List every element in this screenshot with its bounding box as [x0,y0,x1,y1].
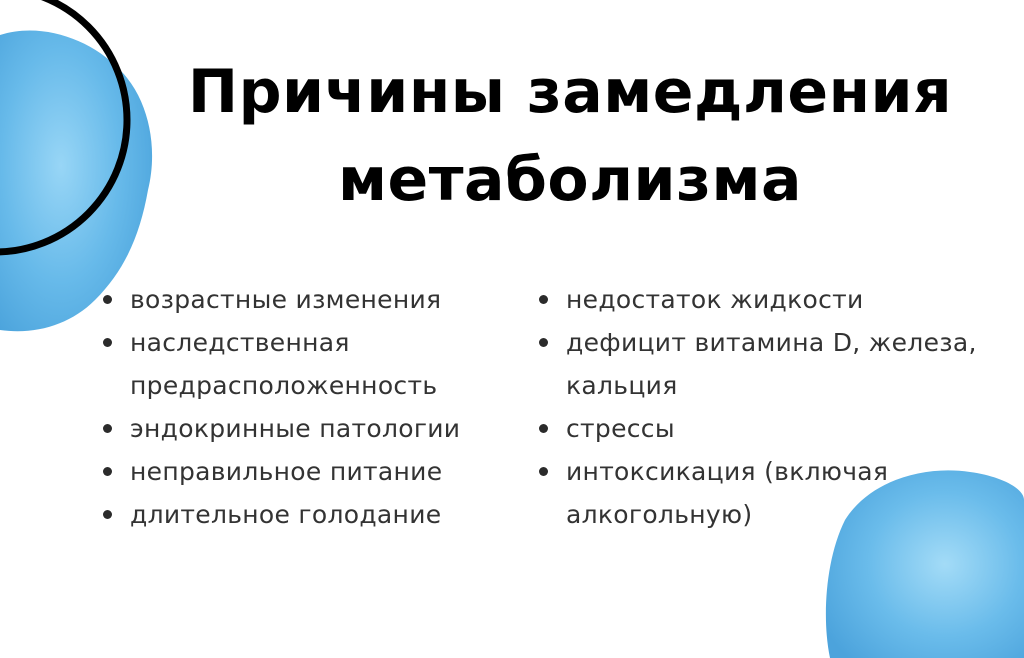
list-item-text: неправильное питание [130,457,443,486]
title-line-2: метаболизма [338,145,802,215]
list-item-text: наследственная предрасположенность [130,328,438,400]
list-item [536,407,1016,450]
list-item-text: недостаток жидкости [566,285,864,314]
bullet-icon [103,467,112,476]
list-item-text: возрастные изменения [130,285,442,314]
list-item [100,407,520,450]
bullet-icon [103,338,112,347]
title-line-1: Причины замедления [187,57,953,127]
list-item-text: дефицит витамина D, железа, кальция [566,328,977,400]
bullet-icon [539,467,548,476]
list-item [100,278,520,321]
bullet-icon [103,295,112,304]
bullet-icon [103,510,112,519]
list-item [536,450,1016,536]
list-item [100,450,520,493]
list-item [100,321,520,407]
list-item-text: эндокринные патологии [130,414,461,443]
list-item [536,278,1016,321]
list-item-text: длительное голодание [130,500,442,529]
page-title [120,48,1020,224]
bullet-icon [539,338,548,347]
bullet-icon [103,424,112,433]
list-item-text: интоксикация (включая алкогольную) [566,457,889,529]
list-item [536,321,1016,407]
causes-list-right [536,278,1016,536]
list-item [100,493,520,536]
list-item-text: стрессы [566,414,675,443]
causes-list-left [100,278,520,536]
bullet-icon [539,424,548,433]
bullet-icon [539,295,548,304]
